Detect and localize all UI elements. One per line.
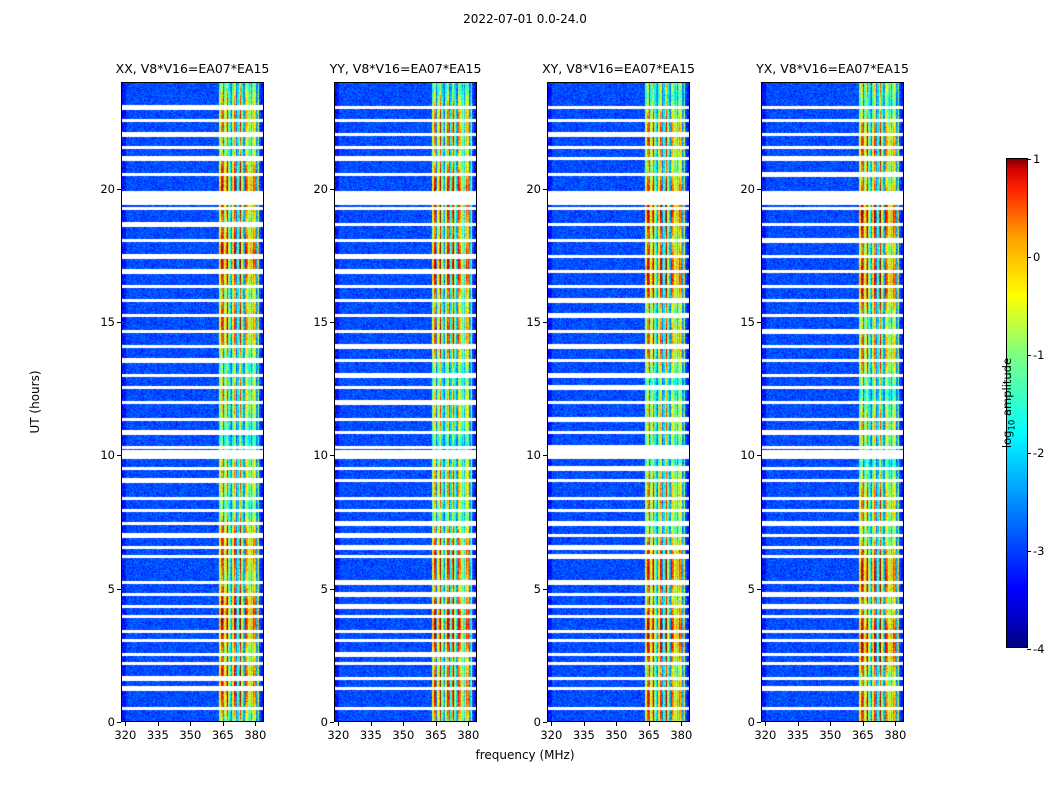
x-tick-mark [765, 722, 766, 726]
y-tick-label: 0 [107, 715, 115, 729]
x-tick-label: 365 [851, 728, 874, 742]
plot-area [547, 82, 690, 722]
plot-area [121, 82, 264, 722]
x-tick-label: 380 [457, 728, 480, 742]
x-tick-mark [681, 722, 682, 726]
x-tick-label: 365 [211, 728, 234, 742]
y-tick-mark [330, 322, 334, 323]
colorbar-tick-mark [1027, 551, 1031, 552]
y-tick-label: 10 [526, 448, 541, 463]
colorbar-tick-mark [1027, 453, 1031, 454]
y-tick-label: 20 [526, 181, 541, 196]
x-tick-mark [371, 722, 372, 726]
colorbar-tick-label: -2 [1033, 446, 1045, 460]
panel-xx [100, 61, 270, 742]
x-tick-label: 380 [244, 728, 267, 742]
figure-suptitle: 2022-07-01 0.0-24.0 [463, 12, 587, 26]
y-tick-label: 5 [320, 581, 328, 596]
x-tick-label: 335 [572, 728, 595, 742]
x-tick-label: 350 [392, 728, 415, 742]
panel-title: YX, V8*V16=EA07*EA15 [756, 61, 909, 76]
panel-title: YY, V8*V16=EA07*EA15 [329, 61, 482, 76]
x-tick-mark [798, 722, 799, 726]
y-tick-label: 20 [313, 181, 328, 196]
y-axis-label: UT (hours) [28, 370, 42, 434]
x-tick-label: 350 [605, 728, 628, 742]
x-tick-label: 320 [327, 728, 350, 742]
x-tick-mark [125, 722, 126, 726]
y-tick-label: 20 [100, 181, 115, 196]
y-tick-label: 0 [747, 715, 755, 729]
x-tick-label: 320 [540, 728, 563, 742]
y-tick-mark [117, 589, 121, 590]
x-tick-mark [190, 722, 191, 726]
x-tick-label: 350 [819, 728, 842, 742]
x-tick-mark [436, 722, 437, 726]
y-tick-mark [117, 322, 121, 323]
dynamic-spectrum-image [762, 83, 904, 722]
x-tick-label: 335 [359, 728, 382, 742]
plot-area [761, 82, 904, 722]
panel-yy [313, 61, 482, 742]
y-tick-mark [330, 455, 334, 456]
y-tick-mark [757, 322, 761, 323]
x-tick-label: 320 [754, 728, 777, 742]
colorbar-tick-label: 1 [1033, 152, 1041, 166]
dynamic-spectrum-image [335, 83, 477, 722]
panel-xy [526, 61, 695, 742]
x-tick-mark [255, 722, 256, 726]
y-tick-label: 15 [100, 315, 115, 329]
x-tick-label: 350 [179, 728, 202, 742]
dynamic-spectrum-image [122, 83, 264, 722]
x-tick-mark [468, 722, 469, 726]
x-tick-mark [584, 722, 585, 726]
panel-title: XX, V8*V16=EA07*EA15 [115, 61, 270, 76]
x-tick-mark [158, 722, 159, 726]
y-tick-label: 5 [747, 581, 755, 596]
y-tick-label: 15 [313, 315, 328, 329]
x-tick-label: 335 [786, 728, 809, 742]
y-tick-mark [543, 455, 547, 456]
colorbar-tick-label: -1 [1033, 348, 1045, 362]
colorbar-tick-label: 0 [1033, 250, 1041, 264]
y-tick-mark [330, 189, 334, 190]
y-tick-mark [757, 189, 761, 190]
y-tick-label: 0 [533, 715, 541, 729]
y-tick-label: 5 [107, 581, 115, 596]
y-tick-mark [757, 455, 761, 456]
y-tick-label: 20 [740, 181, 755, 196]
dynamic-spectrum-image [548, 83, 690, 722]
y-tick-label: 10 [740, 448, 755, 463]
x-tick-mark [338, 722, 339, 726]
colorbar-tick-label: -4 [1033, 642, 1045, 656]
colorbar-tick-mark [1027, 355, 1031, 356]
x-tick-mark [551, 722, 552, 726]
x-tick-mark [403, 722, 404, 726]
x-tick-mark [863, 722, 864, 726]
y-tick-label: 15 [740, 315, 755, 329]
y-tick-mark [543, 589, 547, 590]
y-tick-mark [757, 589, 761, 590]
x-tick-label: 380 [884, 728, 907, 742]
panel-title: XY, V8*V16=EA07*EA15 [542, 61, 695, 76]
x-tick-mark [223, 722, 224, 726]
x-tick-mark [616, 722, 617, 726]
y-tick-mark [543, 322, 547, 323]
x-tick-mark [649, 722, 650, 726]
y-tick-label: 10 [100, 448, 115, 463]
y-tick-mark [117, 189, 121, 190]
y-tick-label: 10 [313, 448, 328, 463]
y-tick-label: 5 [533, 581, 541, 596]
colorbar-tick-label: -3 [1033, 544, 1045, 558]
colorbar-label: $\log_{10}$ amplitude [1000, 357, 1018, 449]
y-tick-label: 0 [320, 715, 328, 729]
y-tick-mark [330, 589, 334, 590]
y-tick-label: 15 [526, 315, 541, 329]
x-tick-label: 320 [114, 728, 137, 742]
colorbar-tick-mark [1027, 257, 1031, 258]
panel-yx [740, 61, 909, 742]
x-tick-label: 335 [146, 728, 169, 742]
y-tick-mark [117, 455, 121, 456]
x-tick-mark [895, 722, 896, 726]
colorbar-tick-mark [1027, 159, 1031, 160]
plot-area [334, 82, 477, 722]
x-tick-label: 365 [424, 728, 447, 742]
y-tick-mark [543, 189, 547, 190]
x-tick-label: 365 [637, 728, 660, 742]
x-axis-label: frequency (MHz) [475, 748, 575, 762]
colorbar-tick-mark [1027, 649, 1031, 650]
x-tick-mark [830, 722, 831, 726]
x-tick-label: 380 [670, 728, 693, 742]
